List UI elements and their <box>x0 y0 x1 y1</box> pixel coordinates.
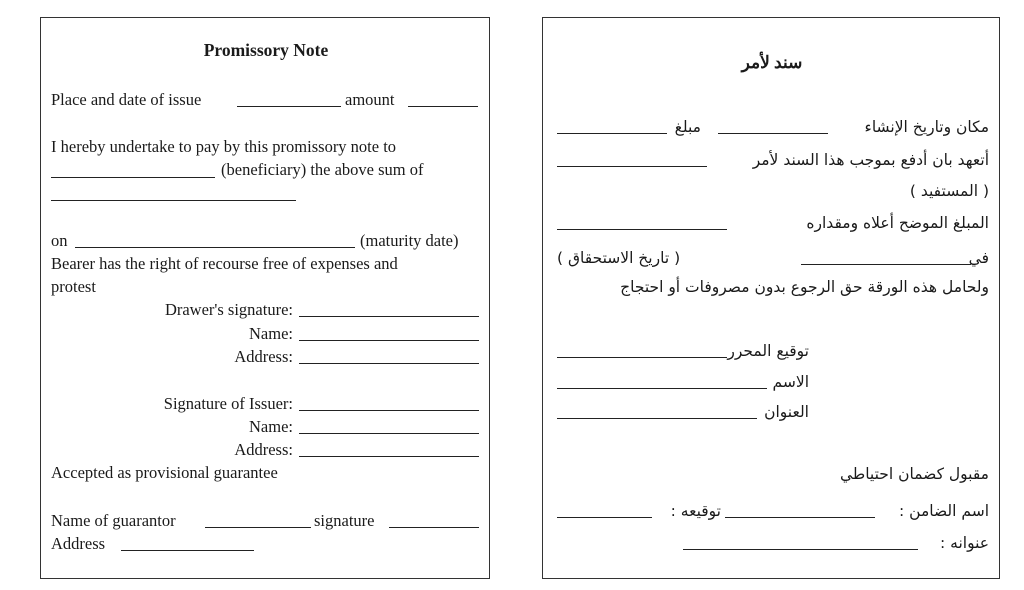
amount-label: amount <box>345 90 395 109</box>
ar-amount-stated-label: المبلغ الموضح أعلاه ومقداره <box>806 214 989 232</box>
amount-field[interactable] <box>408 106 478 107</box>
sum-field[interactable] <box>51 200 296 201</box>
drawer-address-field[interactable] <box>299 363 479 364</box>
ar-sum-field[interactable] <box>557 229 727 230</box>
undertake-text: I hereby undertake to pay by this promissory note to <box>51 137 397 156</box>
beneficiary-field[interactable] <box>51 177 215 178</box>
issuer-name-field[interactable] <box>299 433 479 434</box>
guarantor-name-label: Name of guarantor <box>51 511 176 530</box>
ar-amount-label: مبلغ <box>674 118 701 136</box>
guarantor-signature-field[interactable] <box>389 527 479 528</box>
arabic-note-panel <box>542 17 1000 579</box>
ar-beneficiary-label: ( المستفيد ) <box>909 182 989 200</box>
ar-guarantor-name-field[interactable] <box>725 517 875 518</box>
ar-guarantor-signature-field[interactable] <box>557 517 652 518</box>
bearer-text-line1: Bearer has the right of recourse free of expenses and <box>51 254 398 273</box>
english-title: Promissory Note <box>203 40 329 60</box>
bearer-text-line2: protest <box>51 277 96 296</box>
place-date-field[interactable] <box>237 106 341 107</box>
guarantor-signature-label: signature <box>314 511 375 530</box>
drawer-name-label: Name: <box>249 324 293 343</box>
maturity-date-field[interactable] <box>75 247 355 248</box>
ar-drawer-address-field[interactable] <box>557 418 757 419</box>
issuer-signature-field[interactable] <box>299 410 479 411</box>
ar-maturity-date-field[interactable] <box>801 264 971 265</box>
guarantor-name-field[interactable] <box>205 527 311 528</box>
issuer-name-label: Name: <box>249 417 293 436</box>
ar-drawer-signature-label: توقيع المحرر <box>727 342 809 360</box>
guarantor-address-field[interactable] <box>121 550 254 551</box>
issuer-address-field[interactable] <box>299 456 479 457</box>
ar-drawer-signature-field[interactable] <box>557 357 727 358</box>
ar-beneficiary-field[interactable] <box>557 166 707 167</box>
english-note-panel <box>40 17 490 579</box>
ar-maturity-date-label: ( تاريخ الاستحقاق ) <box>557 249 681 267</box>
accepted-guarantee-text: Accepted as provisional guarantee <box>51 463 278 482</box>
ar-on-label: في <box>968 249 989 267</box>
ar-undertake-text: أتعهد بان أدفع بموجب هذا السند لأمر <box>752 151 989 169</box>
issuer-signature-label: Signature of Issuer: <box>163 394 293 413</box>
maturity-date-label: (maturity date) <box>360 231 459 250</box>
ar-amount-field[interactable] <box>557 133 667 134</box>
ar-guarantor-address-label: عنوانه : <box>939 534 989 552</box>
arabic-title: سند لأمر <box>741 53 803 72</box>
ar-drawer-name-field[interactable] <box>557 388 767 389</box>
ar-place-date-field[interactable] <box>718 133 828 134</box>
ar-drawer-address-label: العنوان <box>764 403 809 421</box>
place-date-label: Place and date of issue <box>51 90 202 109</box>
on-label: on <box>51 231 68 250</box>
ar-guarantor-address-field[interactable] <box>683 549 918 550</box>
issuer-address-label: Address: <box>234 440 293 459</box>
guarantor-address-label: Address <box>51 534 106 553</box>
drawer-name-field[interactable] <box>299 340 479 341</box>
drawer-signature-field[interactable] <box>299 316 479 317</box>
drawer-signature-label: Drawer's signature: <box>164 300 293 319</box>
ar-place-date-label: مكان وتاريخ الإنشاء <box>864 118 989 136</box>
drawer-address-label: Address: <box>234 347 293 366</box>
beneficiary-text: (beneficiary) the above sum of <box>221 160 424 179</box>
ar-guarantor-signature-label: توقيعه : <box>670 502 721 520</box>
ar-accepted-guarantee-text: مقبول كضمان احتياطي <box>839 465 989 483</box>
ar-drawer-name-label: الاسم <box>772 373 809 391</box>
ar-bearer-text: ولحامل هذه الورقة حق الرجوع بدون مصروفات أو احتجاج <box>620 278 989 296</box>
ar-guarantor-name-label: اسم الضامن : <box>899 502 989 520</box>
